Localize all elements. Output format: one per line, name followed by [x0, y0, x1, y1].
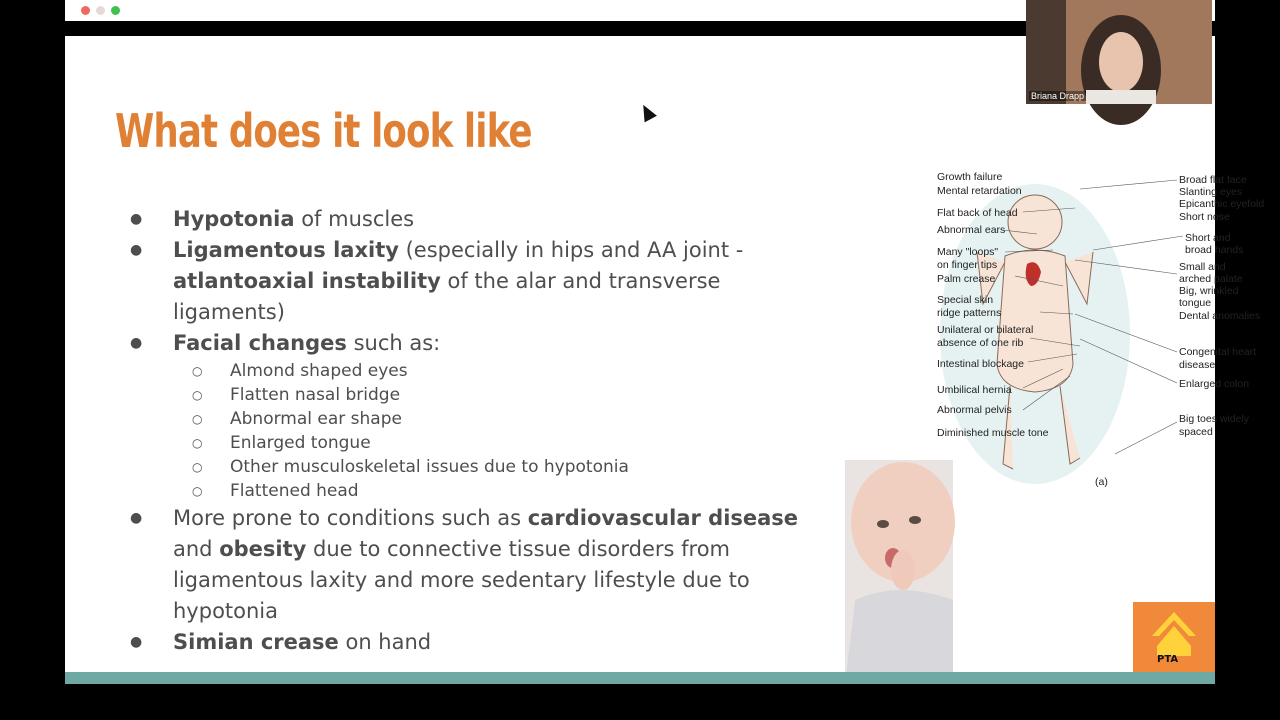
- bullet-text: on hand: [338, 630, 432, 654]
- bullet-text: due to connective tissue disorders from ligamentous laxity and more sedentary lifestyle due to hypotonia: [173, 537, 750, 623]
- diagram-label: Special skin: [937, 294, 994, 306]
- minimize-window-button[interactable]: [96, 6, 105, 15]
- bullet-bold-text: Hypotonia: [173, 207, 295, 231]
- diagram-label: Growth failure: [937, 171, 1003, 183]
- diagram-label: tongue: [1179, 297, 1212, 309]
- slide-title: What does it look like: [115, 104, 532, 158]
- baby-photo-illustration: [845, 460, 953, 684]
- bullet-text: of muscles: [294, 207, 415, 231]
- sub-bullet: ○ Abnormal ear shape: [187, 407, 830, 431]
- webcam-feed: [1026, 0, 1212, 104]
- sub-bullet: ○ Enlarged tongue: [187, 431, 830, 455]
- bullet-list: [130, 204, 830, 658]
- maximize-window-button[interactable]: [111, 6, 120, 15]
- down-syndrome-diagram: [865, 164, 1265, 494]
- diagram-label: Small and: [1179, 261, 1226, 273]
- diagram-label: Flat back of head: [937, 207, 1018, 219]
- diagram-label: Many "loops": [937, 246, 999, 258]
- bullet-bold-text: Simian crease: [173, 630, 339, 654]
- bullet-simian-crease: [130, 627, 830, 658]
- diagram-label: Abnormal pelvis: [937, 404, 1012, 416]
- diagram-label: Big toes widely: [1179, 413, 1250, 425]
- bullet-bold-text: cardiovascular disease: [527, 506, 799, 530]
- sub-bullet: ○ Other musculoskeletal issues due to hypotonia: [187, 455, 830, 479]
- bullet-ligamentous-laxity: [130, 235, 830, 328]
- bullet-bold-text: Ligamentous laxity: [173, 238, 399, 262]
- bullet-bold-text: obesity: [219, 537, 307, 561]
- diagram-label: Epicanthic eyefold: [1179, 198, 1265, 210]
- diagram-label: Unilateral or bilateral: [937, 324, 1034, 336]
- close-window-button[interactable]: [81, 6, 90, 15]
- sub-bullet: ○ Almond shaped eyes: [187, 359, 830, 383]
- diagram-label: Palm crease: [937, 273, 996, 285]
- diagram-label: Broad flat face: [1179, 174, 1247, 186]
- bullet-prone-conditions: [130, 503, 830, 627]
- bullet-text: of the alar and transverse ligaments): [173, 269, 721, 324]
- diagram-label: Umbilical hernia: [937, 384, 1012, 396]
- baby-photo: [845, 460, 953, 684]
- diagram-label: spaced: [1179, 426, 1213, 438]
- diagram-label: broad hands: [1185, 244, 1244, 256]
- diagram-label: absence of one rib: [937, 337, 1024, 349]
- diagram-label: Slanting eyes: [1179, 186, 1243, 198]
- diagram-label: on finger tips: [937, 259, 998, 271]
- bullet-text: and: [173, 537, 220, 561]
- diagram-caption: (a): [1095, 476, 1108, 488]
- diagram-label: Enlarged colon: [1179, 378, 1250, 390]
- diagram-label: Congenital heart: [1179, 346, 1257, 358]
- bullet-text: such as:: [346, 331, 441, 355]
- bullet-facial-changes: [130, 328, 830, 503]
- diagram-label: arched palate: [1179, 273, 1243, 285]
- bullet-text: More prone to conditions such as: [173, 506, 528, 530]
- bullet-bold-text: Facial changes: [173, 331, 347, 355]
- participant-name: Briana Drapp: [1031, 91, 1085, 101]
- bullet-text: (especially in hips and AA joint -: [398, 238, 744, 262]
- diagram-label: disease: [1179, 359, 1216, 371]
- diagram-label: ridge patterns: [937, 307, 1002, 319]
- facial-changes-sublist: [173, 359, 830, 503]
- diagram-label: Intestinal blockage: [937, 358, 1024, 370]
- bullet-hypotonia: [130, 204, 830, 235]
- diagram-label: Abnormal ears: [937, 224, 1006, 236]
- diagram-label: Big, wrinkled: [1179, 285, 1239, 297]
- diagram-label: Mental retardation: [937, 185, 1022, 197]
- diagram-label: Diminished muscle tone: [937, 427, 1049, 439]
- sub-bullet: ○ Flatten nasal bridge: [187, 383, 830, 407]
- webcam-video-tile[interactable]: [1026, 0, 1212, 104]
- diagram-label: Short and: [1185, 232, 1231, 244]
- presentation-slide: [65, 36, 1265, 684]
- slide-footer-bar: [65, 672, 1215, 684]
- sub-bullet: ○ Flattened head: [187, 479, 830, 503]
- diagram-label: Dental anomalies: [1179, 310, 1261, 322]
- logo-text: PTA: [1157, 654, 1179, 665]
- diagram-label: Short nose: [1179, 211, 1230, 223]
- bullet-bold-text: atlantoaxial instability: [173, 269, 441, 293]
